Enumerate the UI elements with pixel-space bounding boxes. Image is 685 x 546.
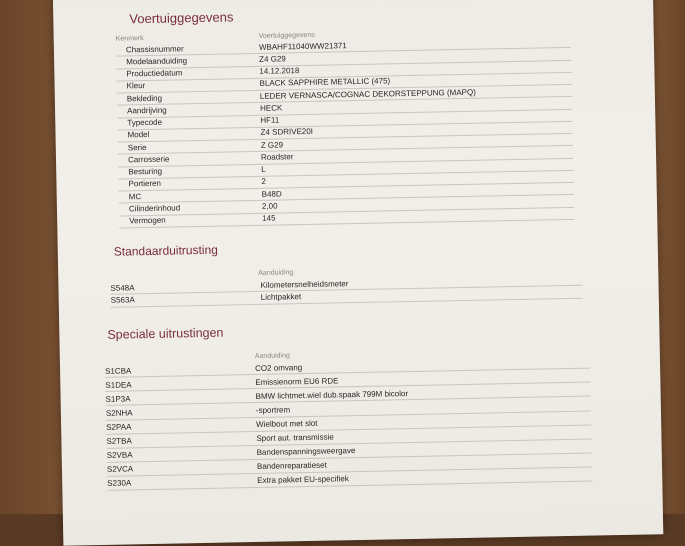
- special-section-title: Speciale uitrustingen: [107, 325, 224, 342]
- row-key: S563A: [110, 295, 135, 305]
- row-key: S2NHA: [105, 408, 133, 418]
- row-value: Z4 SDRIVE20I: [260, 127, 314, 138]
- row-value: Bandenreparatieset: [256, 460, 327, 472]
- row-value: HF11: [260, 115, 280, 125]
- row-value: L: [261, 164, 266, 174]
- row-value: CO2 omvang: [254, 362, 303, 373]
- row-key: Vermogen: [129, 215, 166, 226]
- row-key: S1DEA: [105, 380, 132, 390]
- standard-section-title: Standaarduitrusting: [113, 242, 218, 259]
- row-value: Kilometersnelheidsmeter: [260, 278, 349, 290]
- row-key: Kleur: [126, 81, 146, 91]
- row-key: MC: [128, 191, 142, 202]
- row-value: 145: [262, 213, 276, 223]
- row-value: 14.12.2018: [259, 66, 300, 76]
- row-key: S548A: [110, 282, 135, 293]
- row-key: S1P3A: [105, 394, 131, 404]
- vehicle-col-value: Voertuiggegevens: [258, 31, 315, 40]
- row-value: Extra pakket EU-specifiek: [257, 474, 349, 486]
- row-key: S2VBA: [106, 450, 133, 461]
- row-key: Serie: [127, 142, 147, 153]
- row-value: -sportrem: [255, 405, 291, 415]
- row-key: S2TBA: [106, 436, 132, 447]
- row-value: LEDER VERNASCA/COGNAC DEKORSTEPPUNG (MAPQ): [259, 87, 476, 101]
- row-key: Modelaanduiding: [126, 56, 188, 67]
- vehicle-section-title: Voertuiggegevens: [129, 9, 234, 27]
- row-key: Portieren: [128, 179, 162, 189]
- row-value: BLACK SAPPHIRE METALLIC (475): [259, 76, 391, 89]
- row-key: Bekleding: [126, 93, 163, 104]
- row-key: S1CBA: [104, 366, 132, 376]
- row-value: WBAHF11040WW21371: [258, 40, 347, 52]
- row-value: Sport aut. transmissie: [256, 432, 334, 444]
- row-key: Cilinderinhoud: [128, 203, 181, 214]
- row-key: Model: [127, 130, 150, 140]
- row-value: Z4 G29: [259, 54, 286, 64]
- row-value: B48D: [261, 189, 282, 199]
- row-key: Besturing: [128, 166, 163, 177]
- row-value: Roadster: [260, 152, 294, 162]
- row-key: Chassisnummer: [125, 43, 184, 55]
- row-key: S2VCA: [106, 464, 134, 475]
- row-value: Z G29: [260, 140, 284, 150]
- row-value: Lichtpakket: [260, 292, 302, 303]
- row-value: Bandenspanningsweergave: [256, 446, 356, 458]
- row-value: HECK: [259, 103, 283, 113]
- special-col-value: Aanduiding: [254, 352, 290, 360]
- row-value: BMW lichtmet.wiel dub.spaak 799M bicolor: [255, 388, 409, 401]
- row-key: Aandrijving: [127, 105, 167, 116]
- row-value: 2,00: [261, 201, 278, 211]
- row-key: Productiedatum: [126, 68, 183, 79]
- row-value: Emissienorm EU6 RDE: [255, 376, 339, 387]
- row-value: Wielbout met slot: [256, 418, 318, 430]
- row-key: Typecode: [127, 117, 163, 128]
- vehicle-col-key: Kenmerk: [115, 35, 144, 43]
- row-key: S230A: [107, 478, 132, 489]
- row-value: 2: [261, 177, 267, 187]
- row-key: Carrosserie: [127, 154, 170, 165]
- standard-col-value: Aanduiding: [258, 269, 294, 277]
- row-key: S2PAA: [106, 422, 132, 432]
- document-page: [53, 0, 664, 546]
